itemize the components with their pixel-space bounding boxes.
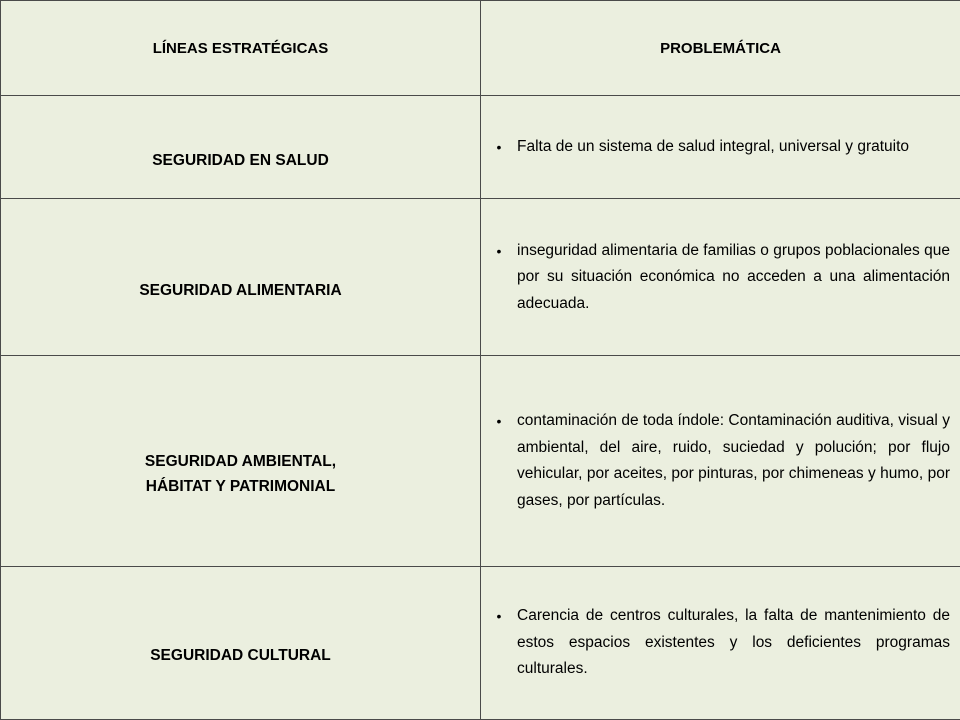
strategic-line-label: HÁBITAT Y PATRIMONIAL	[145, 478, 336, 496]
problem-cell	[481, 566, 960, 719]
bullet-icon: •	[496, 608, 502, 625]
problem-text: Falta de un sistema de salud integral, universal y gratuito	[517, 137, 910, 155]
problem-cell	[481, 96, 960, 199]
strategic-line-label: SEGURIDAD CULTURAL	[150, 647, 331, 665]
table-header-row	[1, 1, 960, 96]
bullet-icon: •	[496, 413, 502, 430]
table-row	[1, 566, 960, 719]
strategic-line-cell	[1, 566, 481, 719]
problem-text: contaminación de toda índole: Contaminación auditiva, visual y ambiental, del aire, ruido, suciedad y polución; por flujo vehicular, por aceites, por pinturas, por chimeneas y humo, por gases, por partículas.	[517, 412, 950, 509]
strategic-line-label: SEGURIDAD EN SALUD	[152, 151, 329, 169]
strategic-line-cell	[1, 96, 481, 199]
bullet-icon: •	[496, 242, 502, 259]
table-row	[1, 96, 960, 199]
strategic-line-label: SEGURIDAD ALIMENTARIA	[139, 281, 342, 299]
table-row	[1, 199, 960, 356]
problem-cell	[481, 199, 960, 356]
header-problematica: PROBLEMÁTICA	[481, 1, 960, 96]
problem-cell	[481, 356, 960, 566]
strategic-line-label: SEGURIDAD AMBIENTAL,	[144, 453, 337, 471]
strategic-line-cell	[1, 199, 481, 356]
strategic-line-cell	[1, 356, 481, 566]
problem-text: inseguridad alimentaria de familias o grupos poblacionales que por su situación económica no acceden a una alimentación adecuada.	[517, 241, 950, 312]
header-lineas-estrategicas: LÍNEAS ESTRATÉGICAS	[1, 1, 481, 96]
problem-text: Carencia de centros culturales, la falta de mantenimiento de estos espacios existentes y los deficientes programas culturales.	[517, 607, 950, 678]
bullet-icon: •	[496, 138, 502, 155]
table-row	[1, 356, 960, 566]
